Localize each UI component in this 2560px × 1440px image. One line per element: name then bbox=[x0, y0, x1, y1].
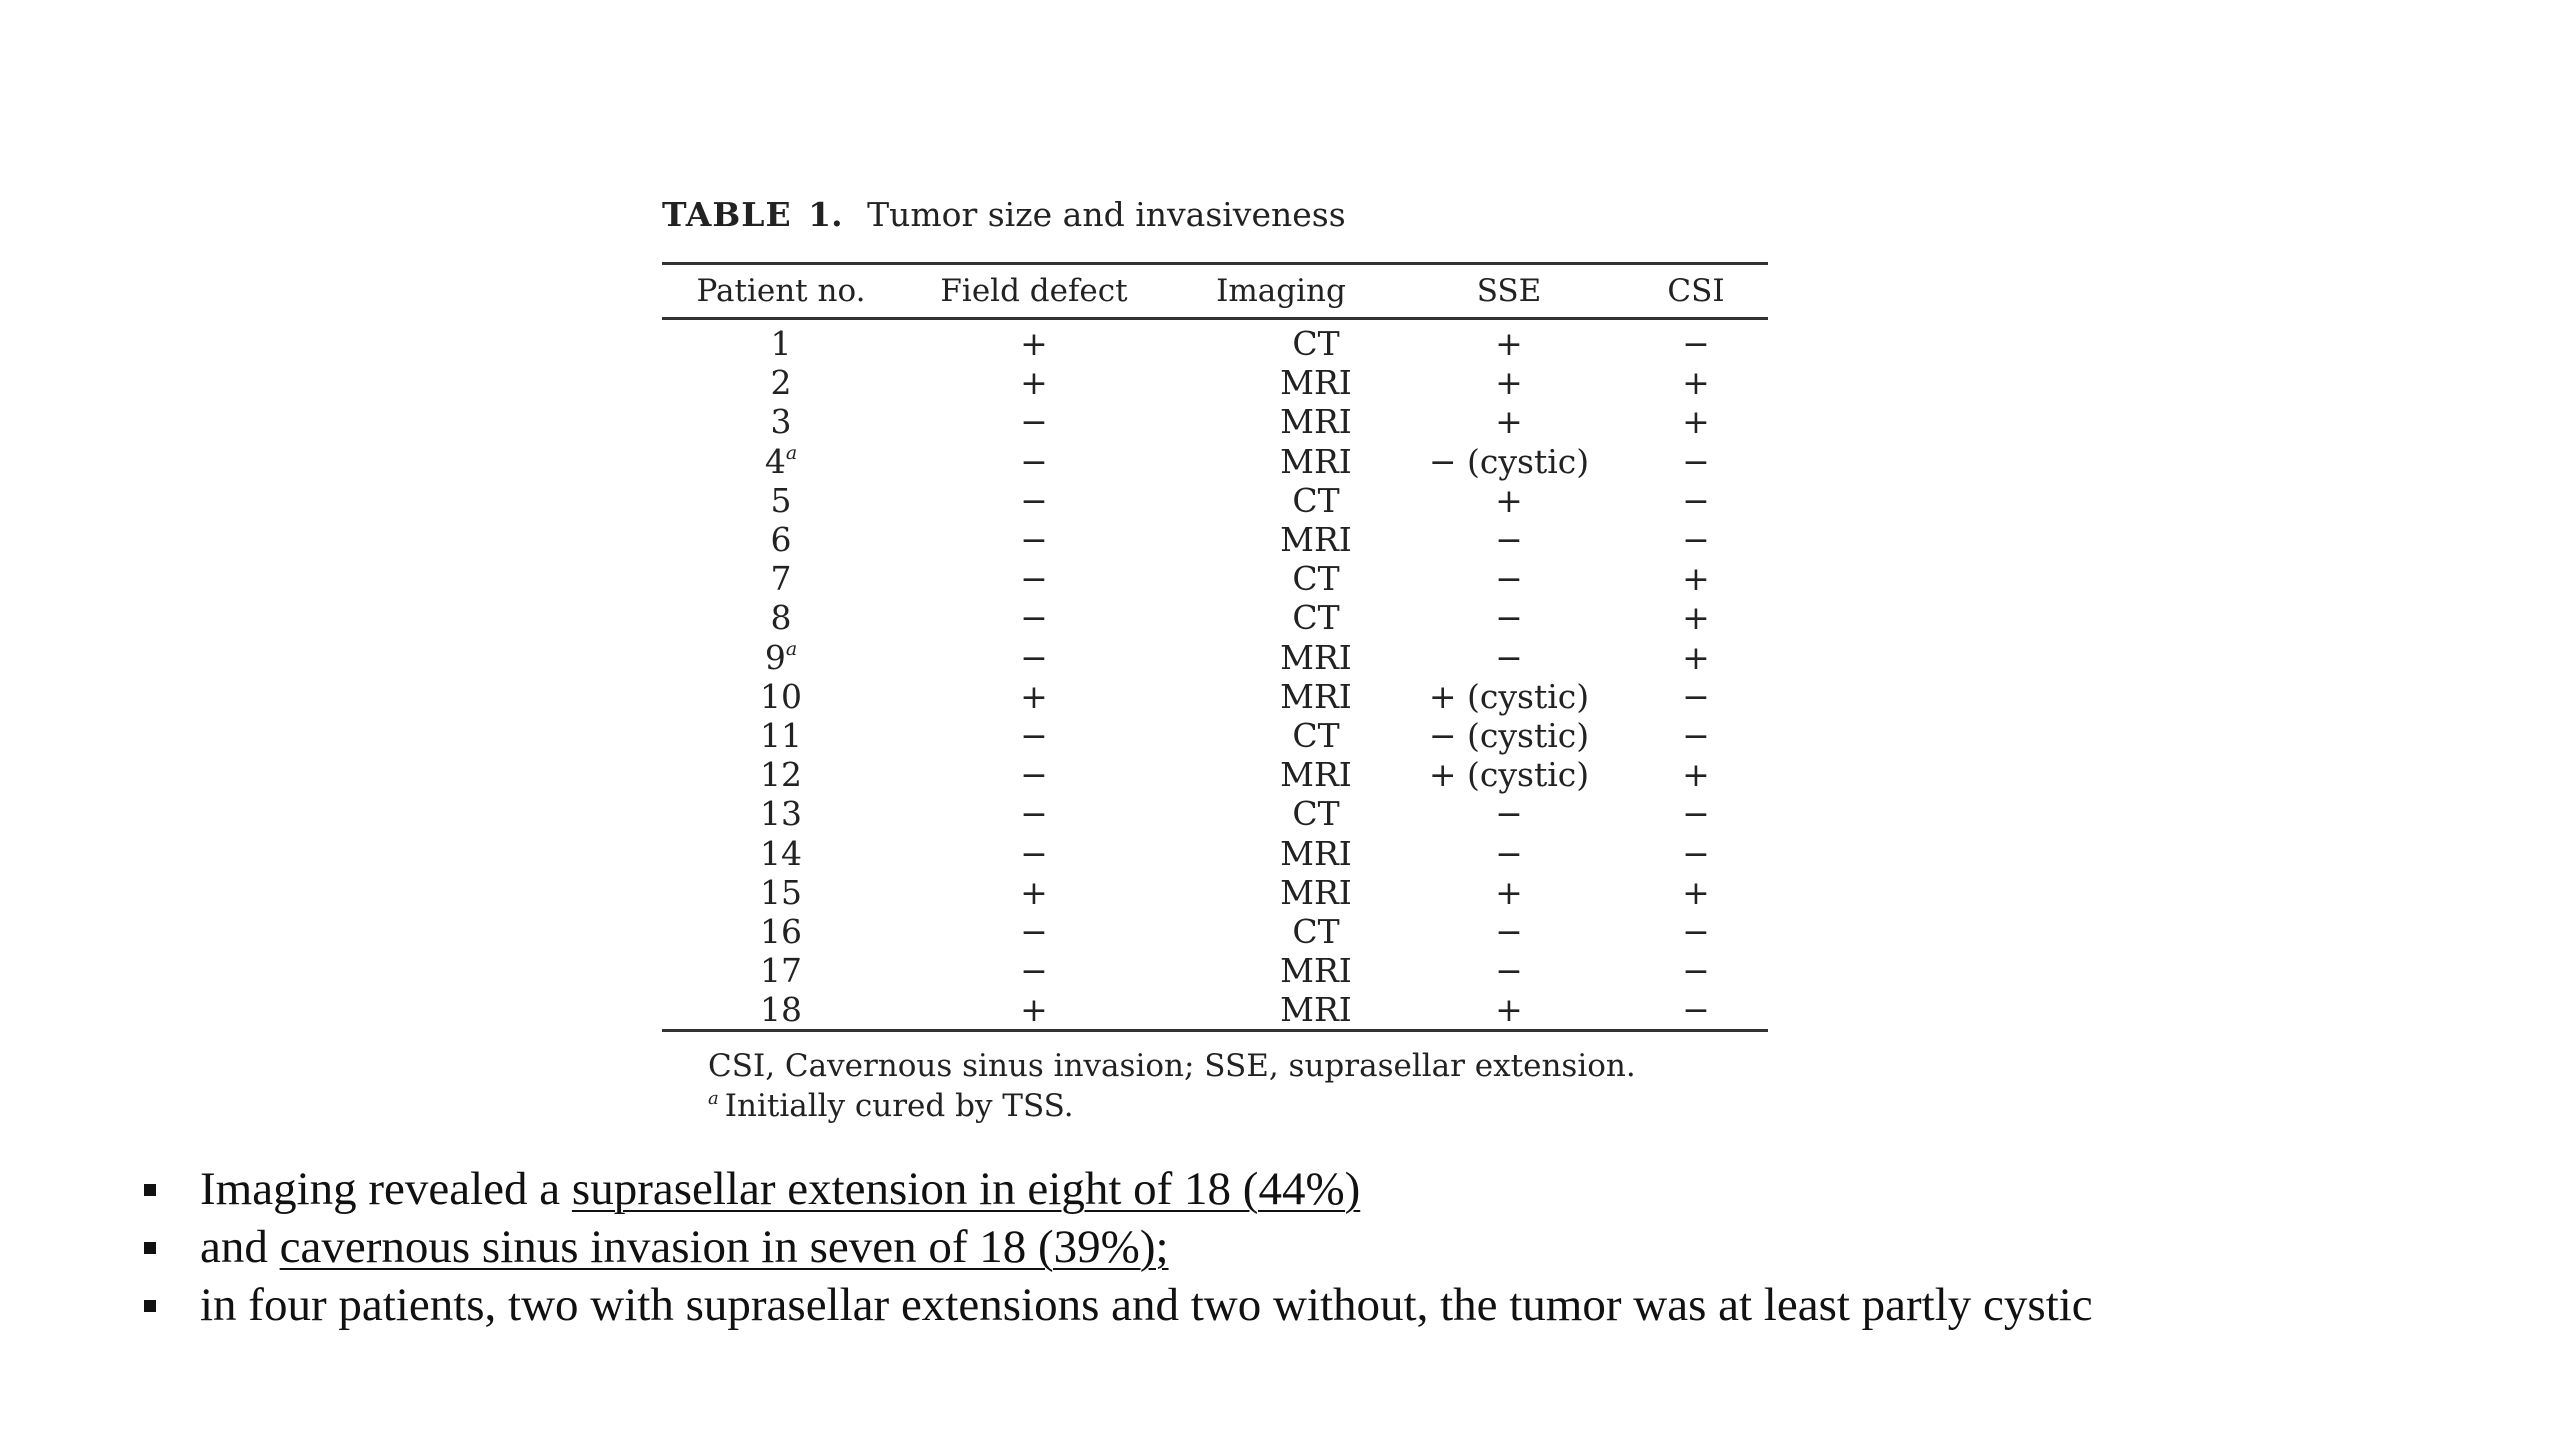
cell-sse: − bbox=[1495, 911, 1523, 951]
cell-sse: − (cystic) bbox=[1428, 441, 1590, 481]
cell-sse: + bbox=[1495, 363, 1523, 403]
patient-number: 18 bbox=[760, 990, 802, 1030]
patient-number: 6 bbox=[770, 520, 792, 560]
patient-number: 4 bbox=[764, 441, 786, 481]
cell-sse: + bbox=[1495, 402, 1523, 442]
cell-patient-no bbox=[662, 559, 900, 598]
cell-field-defect: − bbox=[1020, 598, 1048, 638]
cell-csi: − bbox=[1682, 715, 1710, 755]
table-row bbox=[662, 319, 1768, 364]
patient-number: 3 bbox=[770, 402, 792, 442]
cell-csi: + bbox=[1682, 598, 1710, 638]
cell-field-defect: − bbox=[1020, 833, 1048, 873]
table-row bbox=[662, 677, 1768, 716]
table-footnotes bbox=[708, 1046, 1768, 1126]
patient-number: 12 bbox=[760, 755, 802, 795]
cell-patient-no bbox=[662, 442, 900, 481]
cell-field-defect: − bbox=[1020, 480, 1048, 520]
header-field-defect: Field defect bbox=[900, 264, 1168, 319]
cell-field-defect: − bbox=[1020, 911, 1048, 951]
table-row bbox=[662, 638, 1768, 677]
footnote-abbreviations: CSI, Cavernous sinus invasion; SSE, suprasellar extension. bbox=[708, 1048, 1636, 1085]
cell-patient-no bbox=[662, 833, 900, 872]
bullet-item bbox=[138, 1218, 2468, 1276]
cell-imaging: CT bbox=[1292, 598, 1340, 638]
cell-csi: − bbox=[1682, 794, 1710, 834]
cell-imaging: CT bbox=[1292, 324, 1340, 364]
cell-patient-no bbox=[662, 638, 900, 677]
table-row bbox=[662, 520, 1768, 559]
cell-field-defect: − bbox=[1020, 951, 1048, 991]
cell-imaging: CT bbox=[1292, 559, 1340, 599]
data-table bbox=[662, 262, 1768, 1032]
table-row bbox=[662, 363, 1768, 402]
cell-patient-no bbox=[662, 319, 900, 364]
cell-sse: − (cystic) bbox=[1428, 715, 1590, 755]
footnote-a-text: Initially cured by TSS. bbox=[724, 1088, 1074, 1125]
cell-patient-no bbox=[662, 755, 900, 794]
patient-number: 2 bbox=[770, 363, 792, 403]
cell-imaging: CT bbox=[1292, 480, 1340, 520]
cell-sse: + bbox=[1495, 990, 1523, 1030]
cell-csi: − bbox=[1682, 520, 1710, 560]
cell-field-defect: − bbox=[1020, 715, 1048, 755]
cell-csi: − bbox=[1682, 324, 1710, 364]
bullet-text: Imaging revealed a bbox=[200, 1163, 572, 1215]
cell-imaging: MRI bbox=[1280, 676, 1352, 716]
patient-number: 16 bbox=[760, 911, 802, 951]
cell-field-defect: − bbox=[1020, 755, 1048, 795]
cell-imaging: MRI bbox=[1280, 637, 1352, 677]
patient-number: 9 bbox=[764, 637, 786, 677]
bullet-text: in four patients, two with suprasellar extensions and two without, the tumor was at least partly cystic bbox=[200, 1279, 2093, 1331]
table-row bbox=[662, 912, 1768, 951]
cell-field-defect: − bbox=[1020, 559, 1048, 599]
table-row bbox=[662, 716, 1768, 755]
bullet-item bbox=[138, 1160, 2468, 1218]
cell-imaging: MRI bbox=[1280, 402, 1352, 442]
cell-patient-no bbox=[662, 873, 900, 912]
cell-field-defect: + bbox=[1020, 363, 1048, 403]
cell-csi: − bbox=[1682, 990, 1710, 1030]
header-csi: CSI bbox=[1624, 264, 1768, 319]
header-sse: SSE bbox=[1394, 264, 1624, 319]
table-body bbox=[662, 319, 1768, 1031]
table-row bbox=[662, 755, 1768, 794]
cell-csi: + bbox=[1682, 755, 1710, 795]
table-row bbox=[662, 833, 1768, 872]
cell-field-defect: + bbox=[1020, 872, 1048, 912]
cell-patient-no bbox=[662, 990, 900, 1031]
bullet-text: and bbox=[200, 1221, 280, 1273]
cell-sse: − bbox=[1495, 520, 1523, 560]
patient-number: 10 bbox=[760, 676, 802, 716]
cell-field-defect: − bbox=[1020, 402, 1048, 442]
footnote-marker: a bbox=[785, 637, 798, 660]
table-title bbox=[662, 190, 1768, 240]
footnote-a bbox=[708, 1086, 1768, 1126]
cell-csi: − bbox=[1682, 676, 1710, 716]
cell-field-defect: + bbox=[1020, 990, 1048, 1030]
cell-sse: + bbox=[1495, 480, 1523, 520]
table-caption: Tumor size and invasiveness bbox=[867, 195, 1346, 234]
cell-field-defect: − bbox=[1020, 637, 1048, 677]
table-row bbox=[662, 481, 1768, 520]
table-figure bbox=[662, 190, 1768, 1126]
patient-number: 15 bbox=[760, 872, 802, 912]
cell-field-defect: − bbox=[1020, 520, 1048, 560]
cell-csi: − bbox=[1682, 441, 1710, 481]
bullet-text-underlined: cavernous sinus invasion in seven of 18 (39%); bbox=[279, 1221, 1169, 1273]
cell-sse: + bbox=[1495, 872, 1523, 912]
cell-csi: + bbox=[1682, 637, 1710, 677]
footnote-marker: a bbox=[785, 441, 798, 464]
cell-imaging: CT bbox=[1292, 794, 1340, 834]
table-row bbox=[662, 559, 1768, 598]
cell-csi: + bbox=[1682, 872, 1710, 912]
cell-csi: − bbox=[1682, 911, 1710, 951]
table-row bbox=[662, 402, 1768, 441]
cell-patient-no bbox=[662, 677, 900, 716]
table-header-row bbox=[662, 264, 1768, 319]
patient-number: 11 bbox=[760, 715, 802, 755]
table-row bbox=[662, 990, 1768, 1031]
cell-sse: + bbox=[1495, 324, 1523, 364]
bullet-text-underlined: suprasellar extension in eight of 18 (44%) bbox=[571, 1163, 1361, 1215]
cell-imaging: MRI bbox=[1280, 951, 1352, 991]
cell-patient-no bbox=[662, 520, 900, 559]
patient-number: 13 bbox=[760, 794, 802, 834]
cell-patient-no bbox=[662, 912, 900, 951]
cell-patient-no bbox=[662, 951, 900, 990]
cell-csi: − bbox=[1682, 951, 1710, 991]
footnote-marker: a bbox=[708, 1088, 719, 1110]
patient-number: 17 bbox=[760, 951, 802, 991]
cell-imaging: MRI bbox=[1280, 520, 1352, 560]
table-row bbox=[662, 951, 1768, 990]
cell-sse: − bbox=[1495, 598, 1523, 638]
cell-imaging: CT bbox=[1292, 715, 1340, 755]
cell-csi: − bbox=[1682, 480, 1710, 520]
patient-number: 1 bbox=[770, 324, 792, 364]
cell-sse: + (cystic) bbox=[1428, 755, 1590, 795]
cell-field-defect: − bbox=[1020, 794, 1048, 834]
patient-number: 14 bbox=[760, 833, 802, 873]
cell-imaging: MRI bbox=[1280, 990, 1352, 1030]
cell-csi: − bbox=[1682, 833, 1710, 873]
cell-imaging: MRI bbox=[1280, 755, 1352, 795]
cell-patient-no bbox=[662, 363, 900, 402]
cell-sse: − bbox=[1495, 794, 1523, 834]
square-bullet-icon bbox=[144, 1184, 156, 1196]
cell-patient-no bbox=[662, 598, 900, 637]
cell-field-defect: − bbox=[1020, 441, 1048, 481]
cell-imaging: CT bbox=[1292, 911, 1340, 951]
bullet-list bbox=[138, 1160, 2468, 1334]
patient-number: 5 bbox=[770, 480, 792, 520]
table-label: TABLE bbox=[662, 195, 792, 234]
patient-number: 8 bbox=[770, 598, 792, 638]
table-row bbox=[662, 794, 1768, 833]
cell-patient-no bbox=[662, 794, 900, 833]
header-patient-no: Patient no. bbox=[662, 264, 900, 319]
cell-sse: − bbox=[1495, 951, 1523, 991]
cell-sse: + (cystic) bbox=[1428, 676, 1590, 716]
cell-patient-no bbox=[662, 716, 900, 755]
cell-csi: + bbox=[1682, 363, 1710, 403]
cell-patient-no bbox=[662, 402, 900, 441]
cell-field-defect: + bbox=[1020, 324, 1048, 364]
table-number: 1. bbox=[808, 195, 843, 234]
cell-csi: + bbox=[1682, 402, 1710, 442]
cell-sse: − bbox=[1495, 559, 1523, 599]
cell-csi: + bbox=[1682, 559, 1710, 599]
table-row bbox=[662, 598, 1768, 637]
cell-imaging: MRI bbox=[1280, 833, 1352, 873]
table-row bbox=[662, 442, 1768, 481]
square-bullet-icon bbox=[144, 1242, 156, 1254]
header-imaging: Imaging bbox=[1168, 264, 1394, 319]
bullet-item bbox=[138, 1276, 2468, 1334]
cell-imaging: MRI bbox=[1280, 441, 1352, 481]
cell-sse: − bbox=[1495, 637, 1523, 677]
cell-imaging: MRI bbox=[1280, 363, 1352, 403]
cell-imaging: MRI bbox=[1280, 872, 1352, 912]
cell-field-defect: + bbox=[1020, 676, 1048, 716]
cell-patient-no bbox=[662, 481, 900, 520]
patient-number: 7 bbox=[770, 559, 792, 599]
cell-sse: − bbox=[1495, 833, 1523, 873]
square-bullet-icon bbox=[144, 1300, 156, 1312]
table-row bbox=[662, 873, 1768, 912]
